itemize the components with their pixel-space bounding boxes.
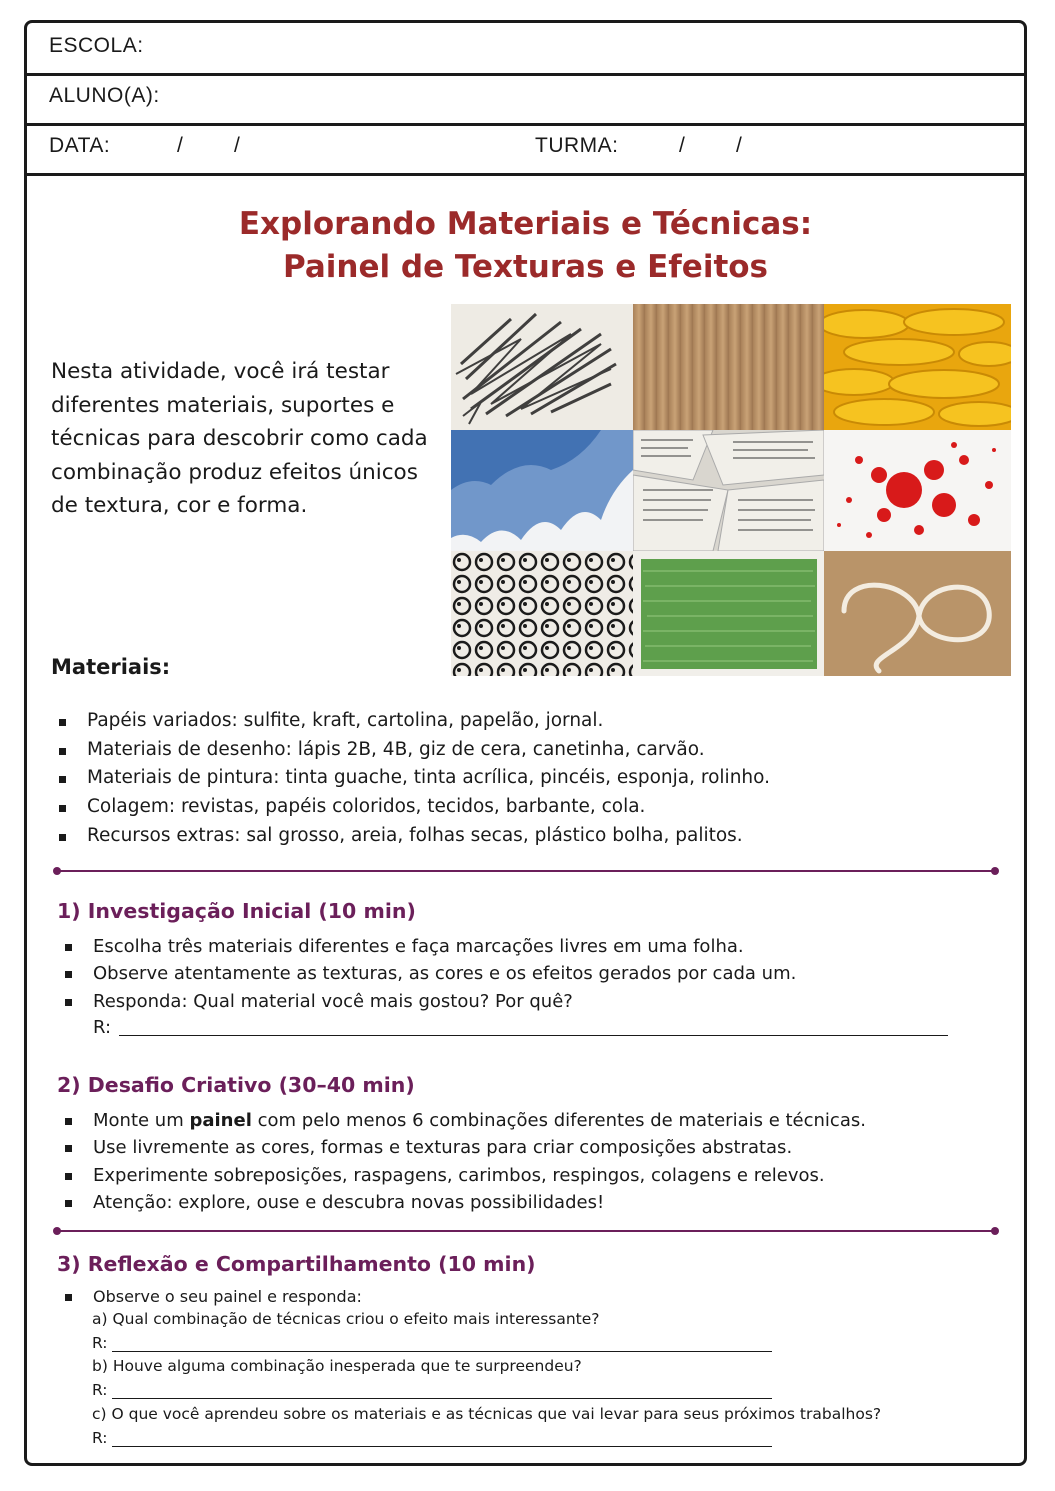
list-item-text: Colagem: revistas, papéis coloridos, tecidos, barbante, cola. [87, 796, 646, 818]
section-divider [57, 870, 995, 872]
section2-heading: 2) Desafio Criativo (30–40 min) [57, 1073, 415, 1097]
section1-heading: 1) Investigação Inicial (10 min) [57, 899, 416, 923]
twine-kraft-texture [824, 551, 1011, 676]
list-item-text: com pelo menos 6 combinações diferentes de materiais e técnicas. [251, 1110, 866, 1131]
bullet-icon [65, 971, 72, 978]
bullet-icon [65, 999, 72, 1006]
list-item-text: Monte um [93, 1110, 190, 1131]
question-b: b) Houve alguma combinação inesperada que te surpreendeu? [92, 1357, 582, 1375]
list-item-text: Atenção: explore, ouse e descubra novas possibilidades! [93, 1192, 605, 1214]
list-item-text: Responda: Qual material você mais gostou? Por quê? [93, 990, 573, 1012]
bubble-wrap-print-texture [451, 551, 633, 676]
section2-list [65, 1107, 866, 1217]
corrugated-cardboard-texture [633, 304, 824, 430]
green-crayon-texture [633, 551, 824, 676]
list-item-text: Papéis variados: sulfite, kraft, cartolina, papelão, jornal. [87, 710, 604, 731]
section3-list [65, 1285, 362, 1309]
list-item [59, 822, 770, 851]
list-item [65, 988, 796, 1015]
section1-answer-label: R: [93, 1017, 112, 1038]
list-item-text: Materiais de desenho: lápis 2B, 4B, giz de cera, canetinha, carvão. [87, 738, 705, 760]
blue-watercolor-texture [451, 430, 633, 551]
bullet-icon [65, 1173, 72, 1180]
newspaper-collage-texture [633, 430, 824, 551]
bullet-icon [59, 834, 66, 841]
bullet-icon [59, 719, 66, 726]
date-slashes: / / [177, 134, 241, 157]
answer-a-line[interactable] [112, 1351, 772, 1352]
list-item [65, 933, 796, 960]
worksheet-frame [24, 20, 1027, 1466]
answer-a-label: R: [92, 1334, 108, 1352]
list-item-text: Recursos extras: sal grosso, areia, folhas secas, plástico bolha, palitos. [87, 824, 743, 846]
bullet-icon [59, 748, 66, 755]
question-a: a) Qual combinação de técnicas criou o efeito mais interessante? [92, 1310, 600, 1328]
section3-heading: 3) Reflexão e Compartilhamento (10 min) [57, 1252, 536, 1276]
question-c: c) O que você aprendeu sobre os materiais e as técnicas que vai levar para seus próximos trabalhos? [92, 1405, 882, 1423]
list-item-text: Materiais de pintura: tinta guache, tinta acrílica, pincéis, esponja, rolinho. [87, 767, 771, 789]
list-item-bold: painel [189, 1110, 252, 1131]
list-item [59, 764, 770, 793]
section1-list [65, 933, 796, 1015]
school-label: ESCOLA: [49, 34, 144, 57]
section1-answer-line[interactable] [119, 1035, 948, 1036]
bullet-icon [65, 1118, 72, 1125]
list-item-text: Use livremente as cores, formas e texturas para criar composições abstratas. [93, 1137, 793, 1159]
answer-c-line[interactable] [112, 1446, 772, 1447]
list-item [59, 793, 770, 822]
charcoal-scribble-texture [451, 304, 633, 430]
intro-paragraph: Nesta atividade, você irá testar diferentes materiais, suportes e técnicas para descobrir como cada combinação produz efeitos únicos de textura, cor e forma. [51, 359, 428, 519]
answer-c-label: R: [92, 1429, 108, 1447]
worksheet-title [27, 203, 1024, 289]
list-item [59, 707, 770, 736]
bullet-icon [59, 776, 66, 783]
yellow-paint-texture [824, 304, 1011, 430]
materials-list [59, 707, 770, 851]
class-slashes: / / [679, 134, 743, 157]
answer-b-label: R: [92, 1381, 108, 1399]
class-label: TURMA: [535, 134, 619, 157]
list-item-text: Escolha três materiais diferentes e faça marcações livres em uma folha. [93, 936, 744, 957]
list-item [65, 1134, 866, 1161]
list-item [65, 1107, 866, 1134]
date-label: DATA: [49, 134, 111, 157]
bullet-icon [65, 1145, 72, 1152]
list-item [59, 736, 770, 765]
list-item-text: Experimente sobreposições, raspagens, carimbos, respingos, colagens e relevos. [93, 1164, 825, 1186]
bullet-icon [65, 944, 72, 951]
list-item-text: Observe o seu painel e responda: [93, 1287, 362, 1306]
bullet-icon [59, 805, 66, 812]
list-item-text: Observe atentamente as texturas, as cores e os efeitos gerados por cada um. [93, 963, 797, 985]
student-label: ALUNO(A): [49, 84, 160, 107]
section-divider [57, 1230, 995, 1232]
texture-grid [451, 304, 1011, 676]
bullet-icon [65, 1294, 72, 1301]
materials-heading: Materiais: [51, 655, 171, 679]
list-item [65, 1162, 866, 1189]
title-line-2: Painel de Texturas e Efeitos [282, 249, 769, 285]
list-item [65, 1189, 866, 1216]
school-row [27, 23, 1024, 76]
student-row [27, 73, 1024, 126]
list-item [65, 960, 796, 987]
answer-b-line[interactable] [112, 1398, 772, 1399]
bullet-icon [65, 1200, 72, 1207]
list-item [65, 1285, 362, 1309]
red-splatter-texture [824, 430, 1011, 551]
title-line-1: Explorando Materiais e Técnicas: [238, 206, 813, 242]
date-class-row [27, 123, 1024, 176]
